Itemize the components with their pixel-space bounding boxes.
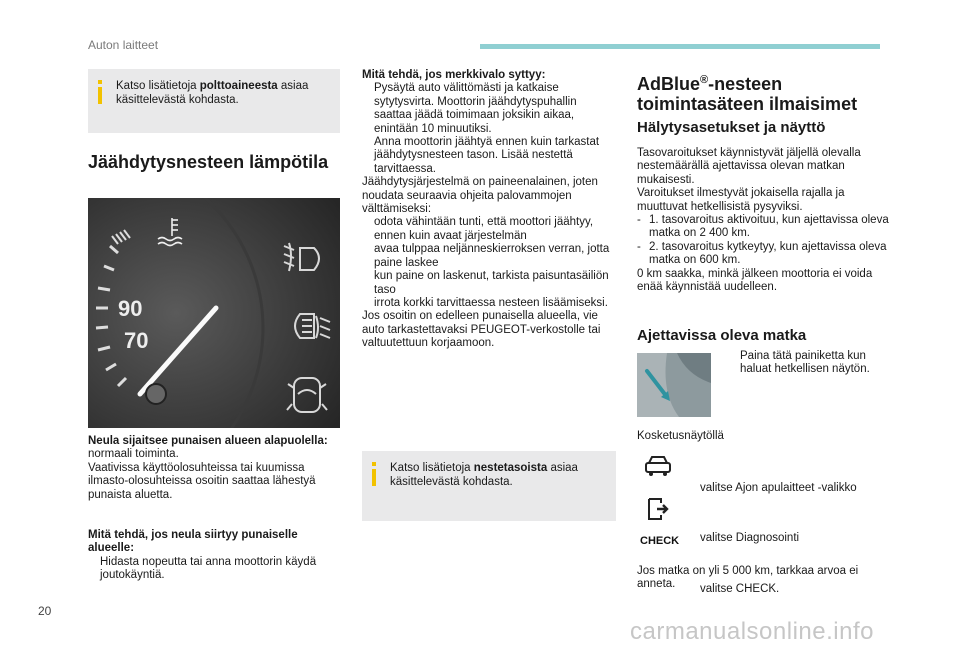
note-link-fluid-levels[interactable]: nestetasoista — [473, 462, 548, 474]
dealer-advice-text: Jos osoitin on edelleen punaisella alueella, vie auto tarkastettavaksi PEUGEOT-verkostolle tai valtuutettuun korjaamoon. — [362, 310, 601, 350]
range-button-photo — [637, 353, 711, 417]
alert-text-1: Tasovaroitukset käynnistyvät jäljellä olevalla nestemäärällä ajettavissa olevan matkan mukaisesti. — [637, 147, 861, 186]
check-icon[interactable]: CHECK — [640, 535, 680, 547]
gauge-label-high: 90 — [118, 296, 143, 321]
range-over-limit-text: Jos matka on yli 5 000 km, tarkkaa arvoa ei anneta. — [637, 565, 859, 591]
list-item: avaa tulppaa neljänneskierroksen verran, jotta paine laskee — [374, 243, 610, 269]
touchscreen-label: Kosketusnäytöllä — [637, 430, 724, 442]
note-text-post: asiaa käsittelevästä kohdasta. — [116, 80, 309, 106]
needle-normal-heading: Neula sijaitsee punaisen alueen alapuolella: — [88, 435, 328, 447]
note-text-pre: Katso lisätietoja — [390, 462, 474, 474]
needle-red-section — [88, 529, 343, 583]
needle-red-heading: Mitä tehdä, jos neula siirtyy punaiselle alueelle: — [88, 529, 298, 555]
step-check: valitse CHECK. — [700, 582, 780, 595]
list-item: - 1. tasovaroitus aktivoituu, kun ajettavissa oleva matka on 2 400 km. — [637, 214, 889, 240]
list-item: kun paine on laskenut, tarkista paisuntasäiliön taso — [374, 270, 609, 296]
section-title: Auton laitteet — [88, 38, 159, 52]
page-number: 20 — [38, 604, 52, 618]
note-text-post: asiaa käsittelevästä kohdasta. — [390, 462, 578, 488]
note-link-fuel[interactable]: polttoaineesta — [199, 80, 278, 92]
gauge-illustration — [88, 198, 340, 428]
diagnostics-icon[interactable] — [645, 495, 675, 521]
pressure-warning-text: Jäähdytysjärjestelmä on paineenalainen, joten noudata seuraavia ohjeita palovammojen välttämiseksi: — [362, 176, 598, 216]
needle-conditions-text: Vaativissa käyttöolosuhteissa tai kuumissa ilmasto-olosuhteissa osoitin saattaa lähestyä punaista aluetta. — [88, 461, 316, 501]
gauge-hub — [146, 384, 166, 404]
watermark-text: carmanualsonline.info — [630, 618, 874, 645]
list-item: - 2. tasovaroitus kytkeytyy, kun ajettavissa oleva matka on 600 km. — [637, 240, 887, 267]
alert-settings-section — [637, 147, 889, 294]
needle-normal-section — [88, 435, 343, 502]
header-accent-line — [480, 44, 880, 49]
list-item: odota vähintään tunti, että moottori jäähtyy, ennen kuin avaat järjestelmän — [374, 216, 594, 242]
list-item: Anna moottorin jäähtyä ennen kuin tarkastat jäähdytysnesteen tason. Lisää nestettä tarvittaessa. — [374, 136, 600, 175]
step-driving-functions: valitse Ajon apulaitteet -valikko — [700, 481, 857, 494]
step-diagnostics: valitse Diagnosointi — [700, 532, 800, 545]
fluid-levels-note-box — [362, 451, 616, 521]
dash-marker: - — [637, 214, 641, 227]
range-heading: Ajettavissa oleva matka — [637, 327, 807, 344]
list-item: irrota korkki tarvittaessa nesteen lisäämiseksi. — [374, 296, 608, 309]
driving-menu-icon[interactable] — [643, 453, 673, 479]
list-item: Pysäytä auto välittömästi ja katkaise sytytysvirta. Moottorin jäähdytyspuhallin saattaa jäädä toimimaan joksikin aikaa, enintään 10 minuutiksi. — [374, 82, 577, 135]
warning-light-heading: Mitä tehdä, jos merkkivalo syttyy: — [362, 69, 546, 81]
info-icon — [372, 462, 376, 486]
gauge-label-low: 70 — [124, 328, 149, 353]
alert-text-3: 0 km saakka, minkä jälkeen moottoria ei voida enää käynnistää uudelleen. — [637, 267, 873, 294]
stalk-button-illustration — [637, 353, 711, 417]
adblue-heading: AdBlue®-nesteen toimintasäteen ilmaisimet — [637, 74, 858, 114]
fuel-note-box — [88, 69, 340, 133]
warning-light-section — [362, 69, 616, 351]
coolant-heading: Jäähdytysnesteen lämpötila — [88, 152, 329, 172]
coolant-gauge-photo — [88, 198, 340, 428]
dash-marker: - — [637, 240, 641, 253]
note-text-pre: Katso lisätietoja — [116, 80, 200, 92]
info-icon — [98, 80, 102, 104]
list-item: Hidasta nopeutta tai anna moottorin käydä joutokäyntiä. — [100, 555, 317, 582]
needle-normal-text: normaali toiminta. — [88, 448, 179, 461]
alert-text-2: Varoitukset ilmestyvät jokaisella rajalla ja muuttuvat hetkellisistä pysyviksi. — [637, 187, 845, 213]
press-button-instruction: Paina tätä painiketta kun haluat hetkellisen näytön. — [740, 350, 870, 376]
alert-settings-heading: Hälytysasetukset ja näyttö — [637, 119, 826, 136]
